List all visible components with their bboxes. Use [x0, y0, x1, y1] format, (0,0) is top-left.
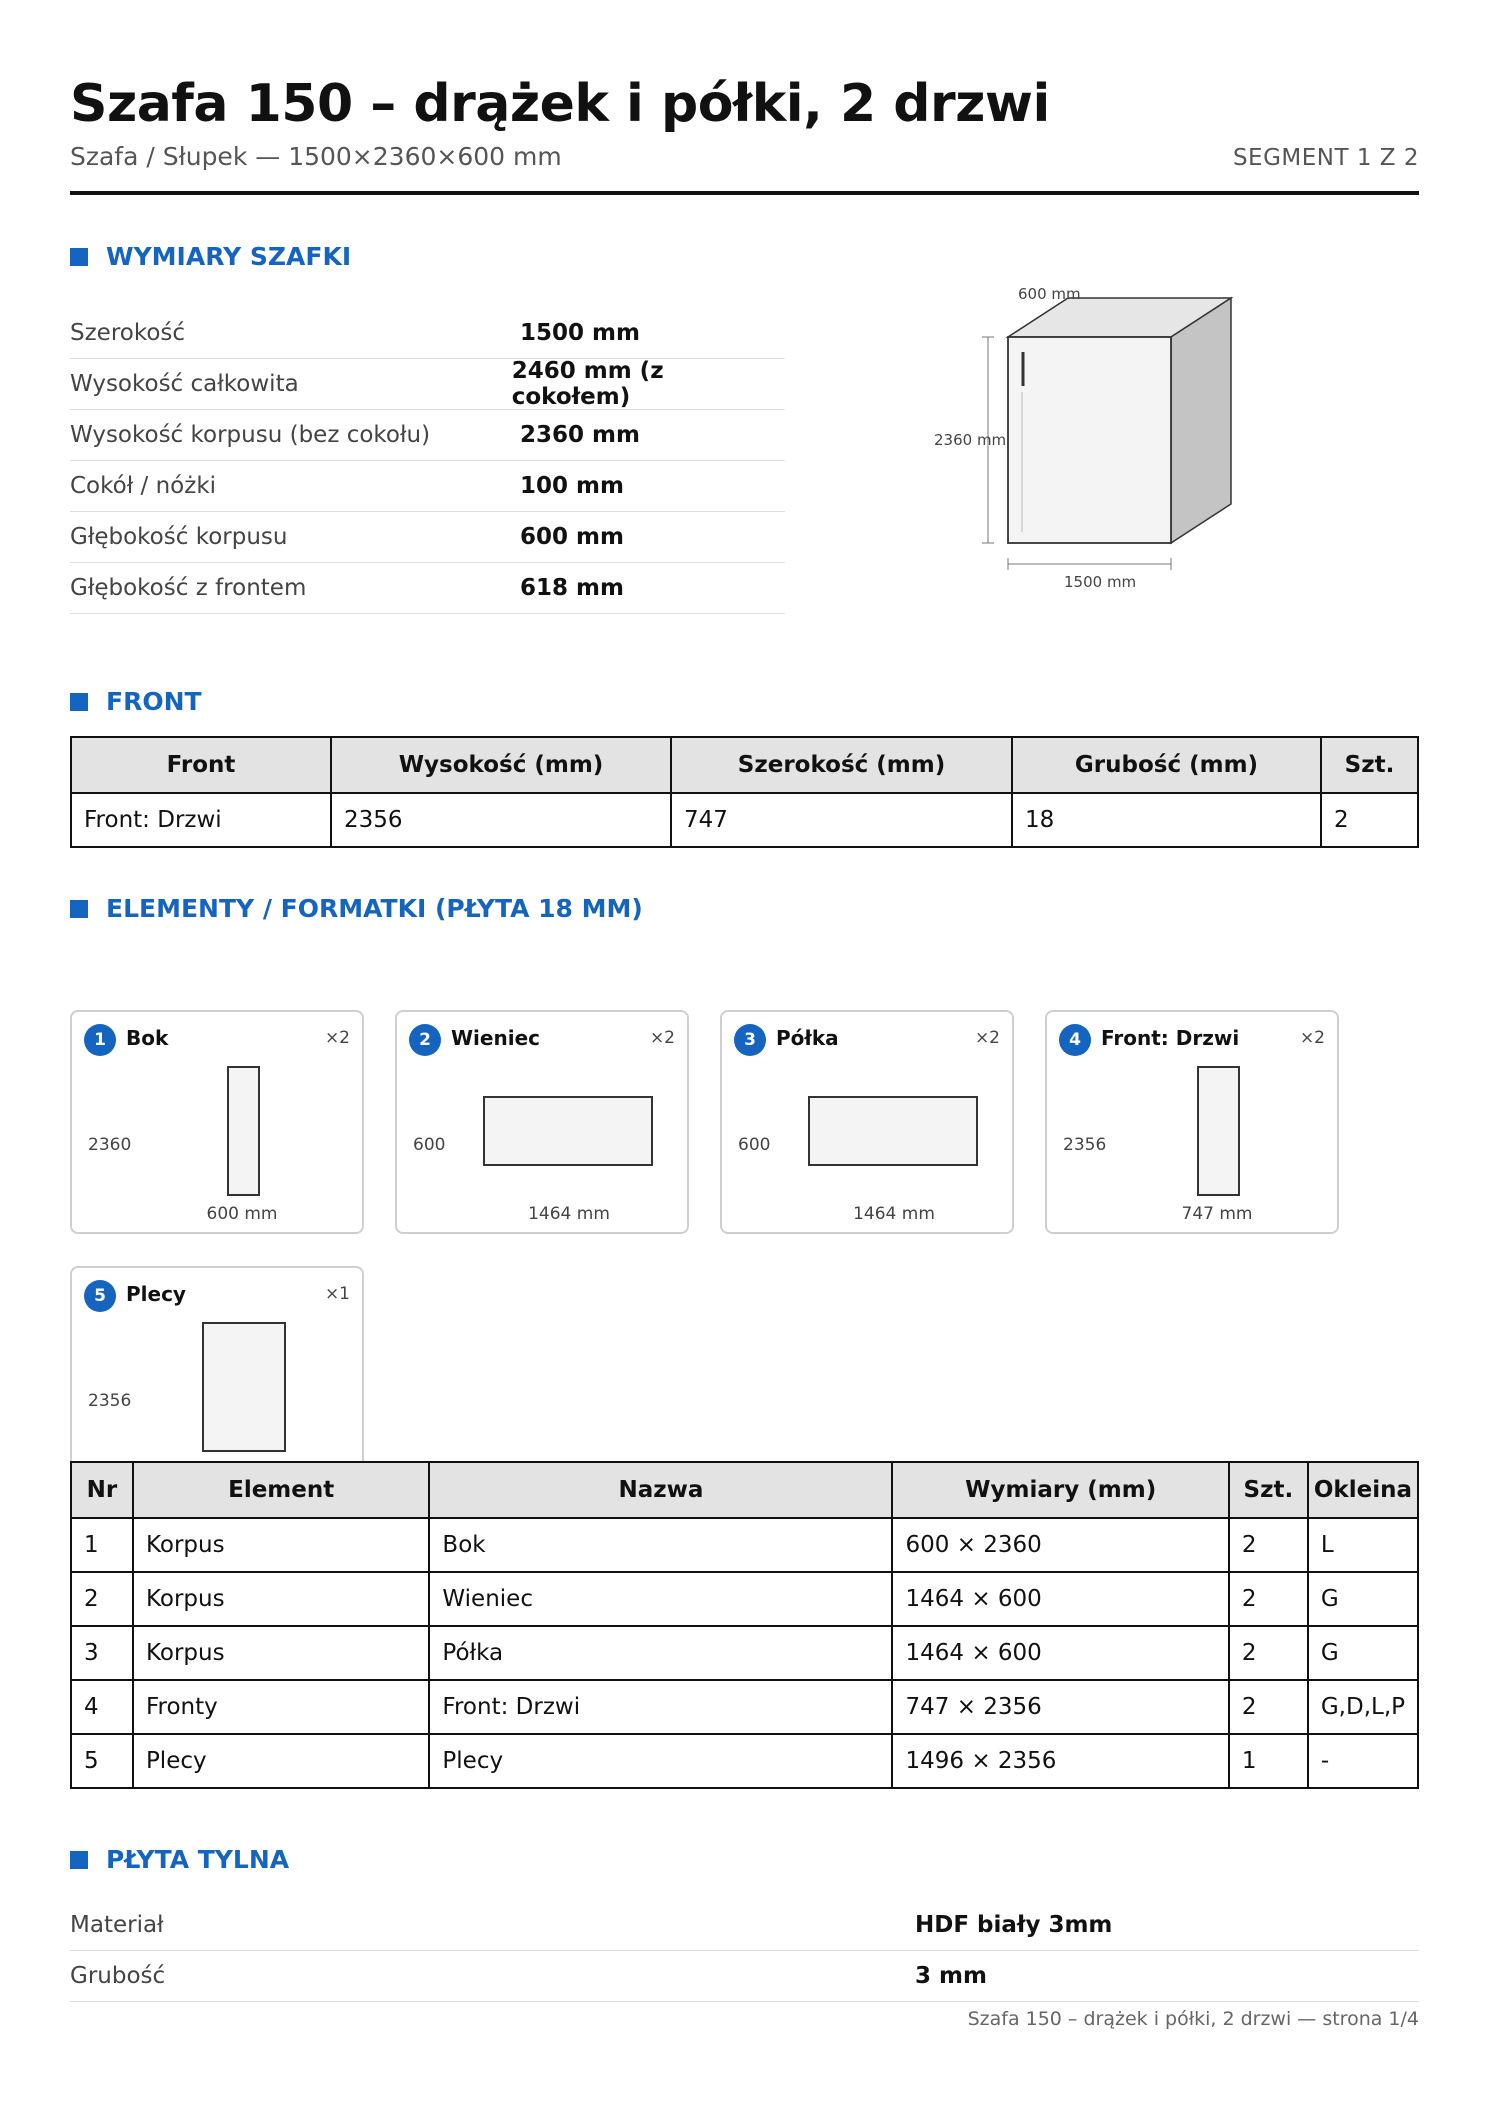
dimension-row [70, 512, 785, 563]
table-row [71, 793, 1418, 847]
table-cell: Plecy [133, 1734, 429, 1788]
front-table [70, 736, 1419, 848]
card-quantity: ×2 [649, 1028, 675, 1048]
table-cell: 747 [671, 793, 1012, 847]
table-cell: 2 [1229, 1518, 1308, 1572]
elements-section [70, 894, 1419, 1411]
back-panel-list [70, 1900, 1419, 2002]
dimension-value: 600 mm [520, 524, 624, 550]
card-height-label: 2356 [88, 1391, 132, 1411]
column-header: Szerokość (mm) [671, 737, 1012, 793]
card-number-badge: 3 [734, 1024, 766, 1056]
table-cell: 2 [1321, 793, 1418, 847]
card-height-label: 600 [413, 1135, 446, 1155]
dimensions-heading-text: WYMIARY SZAFKI [106, 242, 352, 271]
card-quantity: ×2 [974, 1028, 1000, 1048]
card-width-label: 747 mm [1181, 1204, 1253, 1224]
panel-shape [1197, 1066, 1240, 1196]
card-quantity: ×1 [324, 1284, 350, 1304]
back-panel-value: HDF biały 3mm [915, 1912, 1113, 1938]
table-cell: Fronty [133, 1680, 429, 1734]
segment-label: SEGMENT 1 Z 2 [1232, 145, 1419, 171]
card-width-label: 1464 mm [853, 1204, 935, 1224]
table-cell: G,D,L,P [1308, 1680, 1418, 1734]
table-cell: Wieniec [429, 1572, 892, 1626]
card-name: Plecy [126, 1282, 186, 1306]
card-height-label: 2356 [1063, 1135, 1107, 1155]
back-panel-heading [70, 1845, 1419, 1874]
card-height-label: 2360 [88, 1135, 132, 1155]
column-header: Nazwa [429, 1462, 892, 1518]
dimension-label: Cokół / nóżki [70, 473, 217, 499]
card-height-label: 600 [738, 1135, 771, 1155]
table-cell: - [1308, 1734, 1418, 1788]
table-cell: 1 [71, 1518, 133, 1572]
card-width-label: 600 mm [206, 1204, 278, 1224]
page-footer: Szafa 150 – drążek i półki, 2 drzwi — strona 1/4 [967, 2008, 1419, 2030]
dimension-row [70, 410, 785, 461]
table-cell: 4 [71, 1680, 133, 1734]
column-header: Front [71, 737, 331, 793]
dimension-row [70, 461, 785, 512]
back-panel-value: 3 mm [915, 1963, 987, 1989]
table-cell: 747 × 2356 [892, 1680, 1228, 1734]
dimension-value: 618 mm [520, 575, 624, 601]
section-marker-icon [70, 1851, 88, 1869]
parts-table [70, 1461, 1419, 1789]
table-row [71, 1734, 1418, 1788]
column-header: Element [133, 1462, 429, 1518]
card-number-badge: 2 [409, 1024, 441, 1056]
page-subtitle: Szafa / Słupek — 1500×2360×600 mm [70, 142, 562, 171]
element-cards [70, 894, 1419, 1411]
table-row [71, 1626, 1418, 1680]
table-cell: Front: Drzwi [71, 793, 331, 847]
table-cell: Plecy [429, 1734, 892, 1788]
table-cell: G [1308, 1572, 1418, 1626]
dimension-value: 1500 mm [520, 320, 640, 346]
dimension-value: 2360 mm [520, 422, 640, 448]
table-cell: Front: Drzwi [429, 1680, 892, 1734]
back-panel-row [70, 1900, 1419, 1951]
element-card [1045, 1010, 1339, 1234]
dimension-label: Wysokość całkowita [70, 371, 299, 397]
page-title: Szafa 150 – drążek i półki, 2 drzwi [70, 74, 1050, 134]
column-header: Okleina [1308, 1462, 1418, 1518]
table-cell: Korpus [133, 1626, 429, 1680]
panel-shape [483, 1096, 653, 1166]
depth-dim-label: 600 mm [1018, 285, 1081, 303]
back-panel-heading-text: PŁYTA TYLNA [106, 1845, 290, 1874]
table-row [71, 1680, 1418, 1734]
table-cell: G [1308, 1626, 1418, 1680]
back-panel-label: Materiał [70, 1912, 164, 1938]
card-name: Front: Drzwi [1101, 1026, 1240, 1050]
dimension-label: Wysokość korpusu (bez cokołu) [70, 422, 431, 448]
dimension-row [70, 563, 785, 614]
card-number-badge: 1 [84, 1024, 116, 1056]
dimension-label: Głębokość korpusu [70, 524, 288, 550]
dimension-label: Szerokość [70, 320, 186, 346]
back-panel-row [70, 1951, 1419, 2002]
card-number-badge: 4 [1059, 1024, 1091, 1056]
panel-shape [202, 1322, 286, 1452]
table-cell: 1496 × 2356 [892, 1734, 1228, 1788]
panel-shape [808, 1096, 978, 1166]
card-width-label: 1464 mm [528, 1204, 610, 1224]
dimension-row [70, 308, 785, 359]
table-cell: Bok [429, 1518, 892, 1572]
back-panel-label: Grubość [70, 1963, 166, 1989]
dimension-value: 100 mm [520, 473, 624, 499]
card-number-badge: 5 [84, 1280, 116, 1312]
card-quantity: ×2 [1299, 1028, 1325, 1048]
width-dim-label: 1500 mm [1064, 573, 1137, 591]
dimension-label: Głębokość z frontem [70, 575, 307, 601]
table-cell: 2 [71, 1572, 133, 1626]
table-cell: 2 [1229, 1626, 1308, 1680]
dimension-value: 2460 mm (z cokołem) [511, 358, 664, 410]
table-cell: Półka [429, 1626, 892, 1680]
table-cell: Korpus [133, 1572, 429, 1626]
element-card [720, 1010, 1014, 1234]
parts-section [70, 1461, 1419, 1789]
card-name: Półka [776, 1026, 839, 1050]
section-marker-icon [70, 248, 88, 266]
table-cell: Korpus [133, 1518, 429, 1572]
section-marker-icon [70, 693, 88, 711]
table-cell: 1464 × 600 [892, 1626, 1228, 1680]
element-card [70, 1266, 364, 1490]
column-header: Wysokość (mm) [331, 737, 671, 793]
card-quantity: ×2 [324, 1028, 350, 1048]
table-cell: 2 [1229, 1572, 1308, 1626]
height-dim-label: 2360 mm [934, 431, 1007, 449]
column-header: Nr [71, 1462, 133, 1518]
table-cell: 600 × 2360 [892, 1518, 1228, 1572]
element-card [70, 1010, 364, 1234]
table-cell: 5 [71, 1734, 133, 1788]
column-header: Szt. [1229, 1462, 1308, 1518]
cabinet-side-face [1171, 298, 1231, 543]
header-subrow [70, 142, 1419, 195]
front-heading-text: FRONT [106, 687, 202, 716]
dimensions-list [70, 308, 785, 614]
table-cell: 3 [71, 1626, 133, 1680]
table-cell: 2356 [331, 793, 671, 847]
table-cell: 18 [1012, 793, 1321, 847]
dimensions-heading [70, 242, 1419, 271]
table-cell: 1 [1229, 1734, 1308, 1788]
table-cell: 1464 × 600 [892, 1572, 1228, 1626]
cabinet-sketch [860, 282, 1260, 642]
table-cell: 2 [1229, 1680, 1308, 1734]
card-name: Bok [126, 1026, 169, 1050]
front-heading [70, 687, 1419, 716]
dimensions-section [70, 242, 1419, 682]
cabinet-front-face [1008, 337, 1171, 543]
element-card [395, 1010, 689, 1234]
elements-heading-text: ELEMENTY / FORMATKI (PŁYTA 18 MM) [106, 894, 643, 923]
column-header: Szt. [1321, 737, 1418, 793]
panel-shape [227, 1066, 260, 1196]
table-row [71, 1518, 1418, 1572]
table-row [71, 1572, 1418, 1626]
page [70, 70, 1419, 2030]
table-cell: L [1308, 1518, 1418, 1572]
column-header: Grubość (mm) [1012, 737, 1321, 793]
column-header: Wymiary (mm) [892, 1462, 1228, 1518]
back-panel-section [70, 1845, 1419, 2002]
front-section [70, 687, 1419, 848]
dimension-row [70, 359, 785, 410]
card-name: Wieniec [451, 1026, 540, 1050]
